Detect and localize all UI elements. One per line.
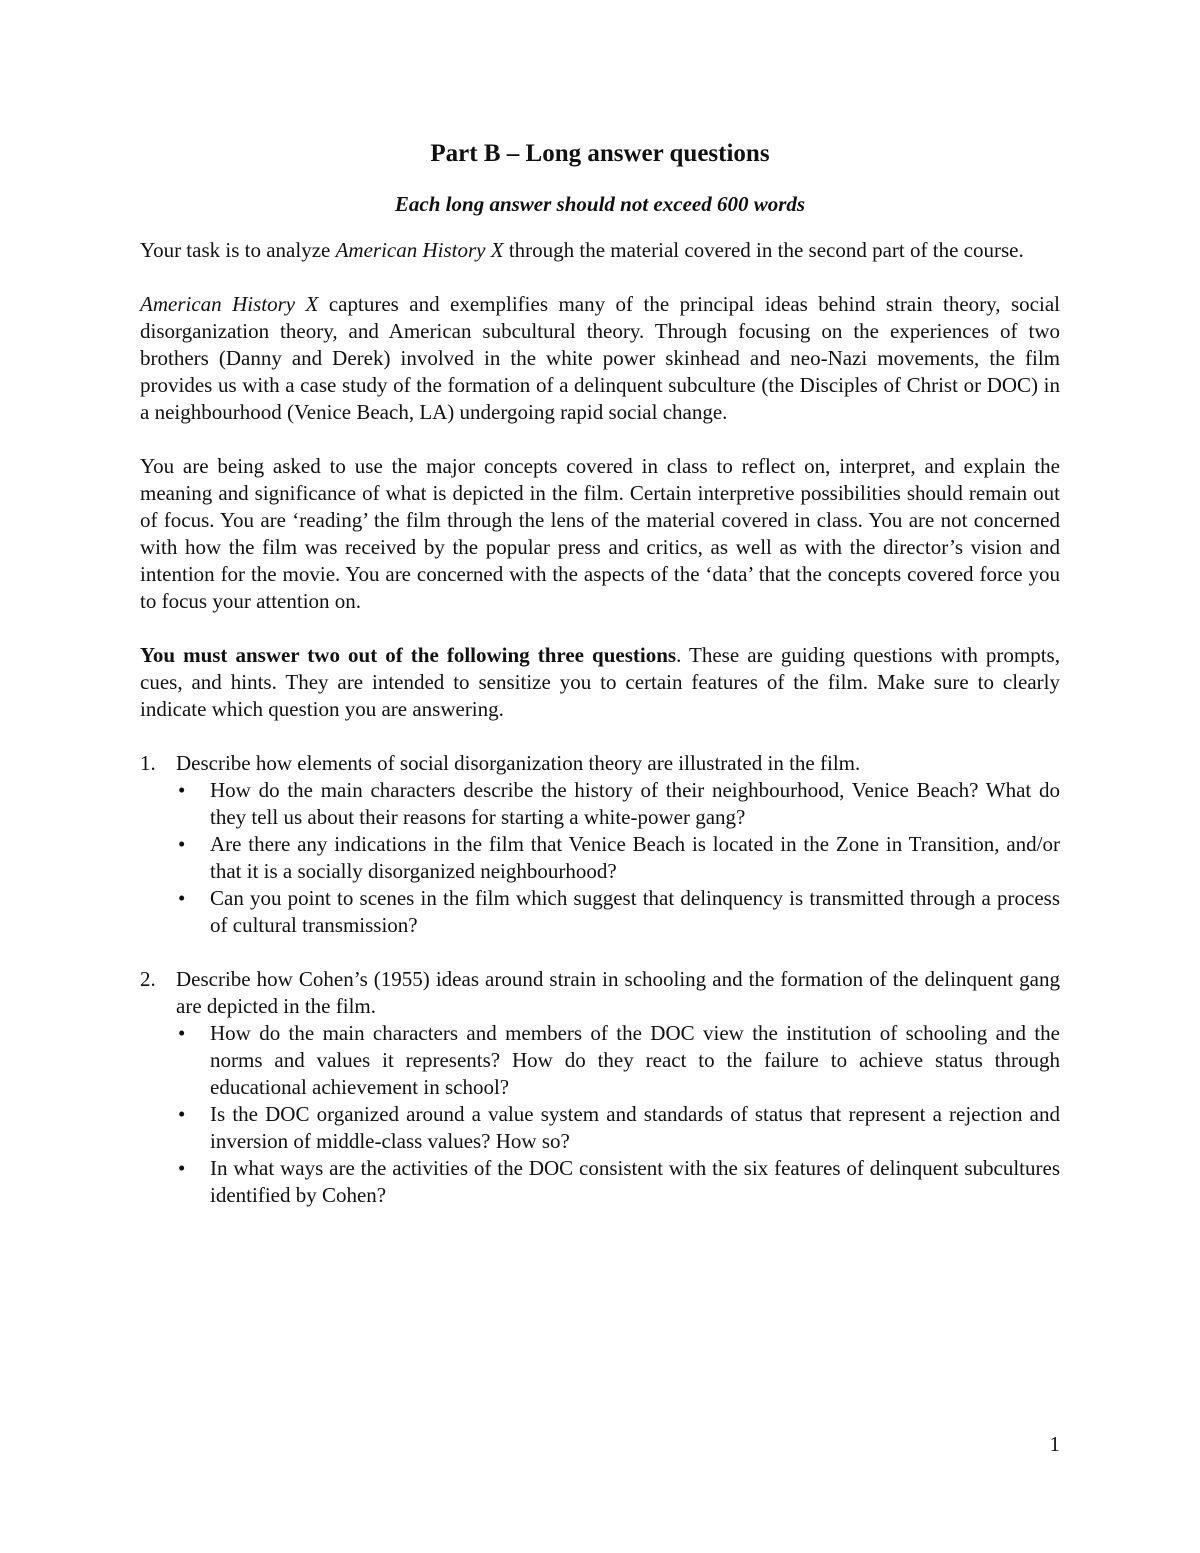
bullet-icon: • [178,778,186,802]
requirement-paragraph [140,642,1060,723]
page-title: Part B – Long answer questions [430,140,770,167]
question-1 [140,750,1060,939]
film-summary-text: captures and exemplifies many of the principal ideas behind strain theory, social disorganization theory, and American subcultural theory. Through focusing on the experiences of two brothers (Danny and Derek) involved in the white power skinhead and neo-Nazi movements, the film provides us with a case study of the formation of a delinquent subculture (the Disciples of Christ or DOC) in a neighbourhood (Venice Beach, LA) undergoing rapid social change. [140,292,1060,424]
list-item [176,885,1060,939]
list-item [176,1101,1060,1155]
prompt-text: How do the main characters and members of the DOC view the institution of schooling and the norms and values it represents? How do they react to the failure to achieve status through educational achievement in school? [210,1021,1060,1099]
list-item [176,1020,1060,1101]
question-number: 2. [140,967,156,991]
question-prompts [176,1020,1060,1209]
prompt-text: Are there any indications in the film that Venice Beach is located in the Zone in Transition, and/or that it is a socially disorganized neighbourhood? [210,832,1060,883]
prompt-text: Is the DOC organized around a value system and standards of status that represent a rejection and inversion of middle-class values? How so? [210,1102,1060,1153]
bullet-icon: • [178,1021,186,1045]
prompt-text: How do the main characters describe the history of their neighbourhood, Venice Beach? What do they tell us about their reasons for starting a white-power gang? [210,778,1060,829]
word-limit-note: Each long answer should not exceed 600 words [394,192,806,216]
intro-paragraph [140,237,1060,264]
film-title: American History X [335,238,504,262]
prompt-text: In what ways are the activities of the DOC consistent with the six features of delinquent subcultures identified by Cohen? [210,1156,1060,1207]
instructions-paragraph: You are being asked to use the major concepts covered in class to reflect on, interpret, and explain the meaning and significance of what is depicted in the film. Certain interpretive possibilities should remain out of focus. You are ‘reading’ the film through the lens of the material covered in class. You are not concerned with how the film was received by the popular press and critics, as well as with the director’s vision and intention for the movie. You are concerned with the aspects of the ‘data’ that the concepts covered force you to focus your attention on. [140,454,1060,613]
question-2 [140,966,1060,1209]
bullet-icon: • [178,832,186,856]
question-number: 1. [140,751,156,775]
film-title: American History X [140,292,319,316]
question-prompts [176,777,1060,939]
question-text: Describe how Cohen’s (1955) ideas around strain in schooling and the formation of the delinquent gang are depicted in the film. [176,967,1060,1018]
bullet-icon: • [178,1102,186,1126]
requirement-bold-text: You must answer two out of the following three questions [140,643,677,667]
bullet-icon: • [178,1156,186,1180]
film-summary-paragraph [140,291,1060,426]
question-text: Describe how elements of social disorganization theory are illustrated in the film. [176,751,861,775]
intro-text-pre: Your task is to analyze [140,238,336,262]
list-item [176,831,1060,885]
intro-text-post: through the material covered in the second part of the course. [503,238,1024,262]
page-number: 1 [1049,1432,1060,1456]
list-item [176,1155,1060,1209]
requirement-text: . These are guiding questions with prompts, cues, and hints. They are intended to sensitize you to certain features of the film. Make sure to clearly indicate which question you are answering. [140,643,1060,721]
bullet-icon: • [178,886,186,910]
list-item [176,777,1060,831]
document-page [140,138,1060,1236]
prompt-text: Can you point to scenes in the film which suggest that delinquency is transmitted through a process of cultural transmission? [210,886,1060,937]
